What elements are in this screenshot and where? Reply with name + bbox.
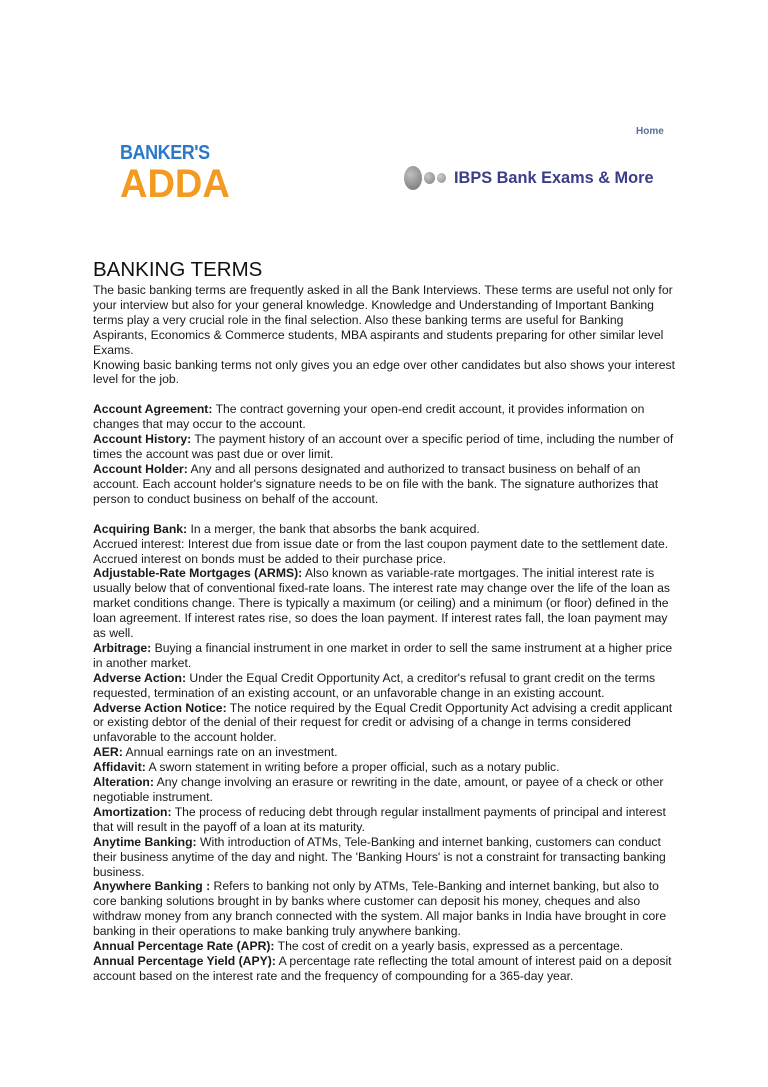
term-entry [93,671,678,701]
term-entry [93,954,678,984]
term-entry [93,775,678,805]
term-definition: Annual earnings rate on an investment. [122,745,338,760]
page-title: BANKING TERMS [93,258,263,281]
site-tagline: IBPS Bank Exams & More [454,168,654,187]
logo-bankers-text: BANKER'S [120,142,210,164]
term-name: Amortization: [93,804,172,819]
spacer [93,387,678,402]
term-definition: The cost of credit on a yearly basis, expressed as a percentage. [274,939,624,954]
terms-group-2 [93,522,678,984]
term-name: Adverse Action: [93,670,187,685]
term-entry [93,402,678,432]
intro-paragraph: The basic banking terms are frequently asked in all the Bank Interviews. These terms are useful not only for your interview but also for your general knowledge. Knowledge and Understanding of Important Banking terms play a very crucial role in the final selection. Also these banking terms are useful for Banking Aspirants, Economics & Commerce students, MBA aspirants and students preparing for other similar level Exams. [93,283,673,357]
term-entry [93,701,678,746]
term-name: Adverse Action Notice: [93,700,227,715]
term-definition: Accrued interest: Interest due from issue date or from the last coupon payment date to the settlement date. Accrued interest on bonds must be added to their purchase price. [93,536,669,566]
logo-adda-text: ADDA [120,162,230,206]
term-definition: The notice required by the Equal Credit Opportunity Act advising a credit applicant or existing debtor of the denial of their request for credit or advising of a change in terms considered unfavorable to the account holder. [93,700,673,745]
term-definition: With introduction of ATMs, Tele-Banking and internet banking, customers can conduct their business anytime of the day and night. The 'Banking Hours' is not a constraint for transacting banking business. [93,834,666,879]
term-entry [93,879,678,939]
term-entry [93,745,678,760]
term-name: Acquiring Bank: [93,521,188,536]
term-definition: A percentage rate reflecting the total amount of interest paid on a deposit account based on the interest rate and the frequency of compounding for a 365-day year. [93,953,672,983]
term-definition: Also known as variable-rate mortgages. The initial interest rate is usually below that of conventional fixed-rate loans. The interest rate may change over the life of the loan as market conditions change. There is typically a maximum (or ceiling) and a minimum (or floor) defined in the loan agreement. If interest rates rise, so does the loan payment. If interest rates fall, the loan payment may as well. [93,566,670,641]
dot-small-icon [437,173,446,183]
term-name: Annual Percentage Rate (APR): [93,939,275,954]
term-definition: Refers to banking not only by ATMs, Tele-Banking and internet banking, but also to core banking solutions brought in by banks where customer can deposit his money, cheques and also withdraw money from any branch connected with the system. All major banks in India have brought in core banking in their operations to make banking truly anywhere banking. [93,879,667,939]
term-definition: In a merger, the bank that absorbs the bank acquired. [187,521,480,536]
term-name: Annual Percentage Yield (APY): [93,953,276,968]
term-entry [93,939,678,954]
term-name: Account Holder: [93,461,188,476]
dot-large-icon [404,166,422,190]
term-entry [93,805,678,835]
term-definition: Buying a financial instrument in one market in order to sell the same instrument at a higher price in another market. [93,640,673,670]
term-definition: Any and all persons designated and authorized to transact business on behalf of an account. Each account holder's signature needs to be on file with the bank. The signature authorizes that person to conduct business on behalf of the account. [93,461,659,506]
term-entry [93,641,678,671]
site-banner [404,164,662,192]
document-body [93,258,678,984]
term-name: Arbitrage: [93,640,152,655]
term-definition: The payment history of an account over a specific period of time, including the number of times the account was past due or over limit. [93,432,674,462]
term-definition: Under the Equal Credit Opportunity Act, a creditor's refusal to grant credit on the terms requested, termination of an existing account, or an unfavorable change in an existing account. [93,670,656,700]
term-name: Adjustable-Rate Mortgages (ARMS): [93,566,303,581]
term-definition: The contract governing your open-end credit account, it provides information on changes that may occur to the account. [93,402,645,432]
intro-paragraph: Knowing basic banking terms not only gives you an edge over other candidates but also shows your interest level for the job. [93,357,675,387]
bankers-adda-logo [120,142,246,210]
term-entry [93,522,678,537]
term-entry [93,835,678,880]
dots-icon [404,166,448,190]
term-entry [93,537,678,567]
term-entry [93,760,678,775]
terms-group-1 [93,402,678,506]
term-name: Affidavit: [93,760,146,775]
term-name: Anywhere Banking : [93,879,211,894]
term-name: AER: [93,745,123,760]
term-name: Account History: [93,432,192,447]
term-name: Account Agreement: [93,402,213,417]
home-link[interactable]: Home [636,126,664,137]
term-entry [93,432,678,462]
term-definition: Any change involving an erasure or rewriting in the date, amount, or payee of a check or other negotiable instrument. [93,775,664,804]
spacer [93,507,678,522]
dot-medium-icon [424,172,435,184]
term-entry [93,566,678,641]
term-entry [93,462,678,507]
term-name: Anytime Banking: [93,834,197,849]
term-definition: A sworn statement in writing before a proper official, such as a notary public. [145,760,560,775]
term-definition: The process of reducing debt through regular installment payments of principal and interest that will result in the payoff of a loan at its maturity. [93,804,666,834]
term-name: Alteration: [93,775,154,790]
